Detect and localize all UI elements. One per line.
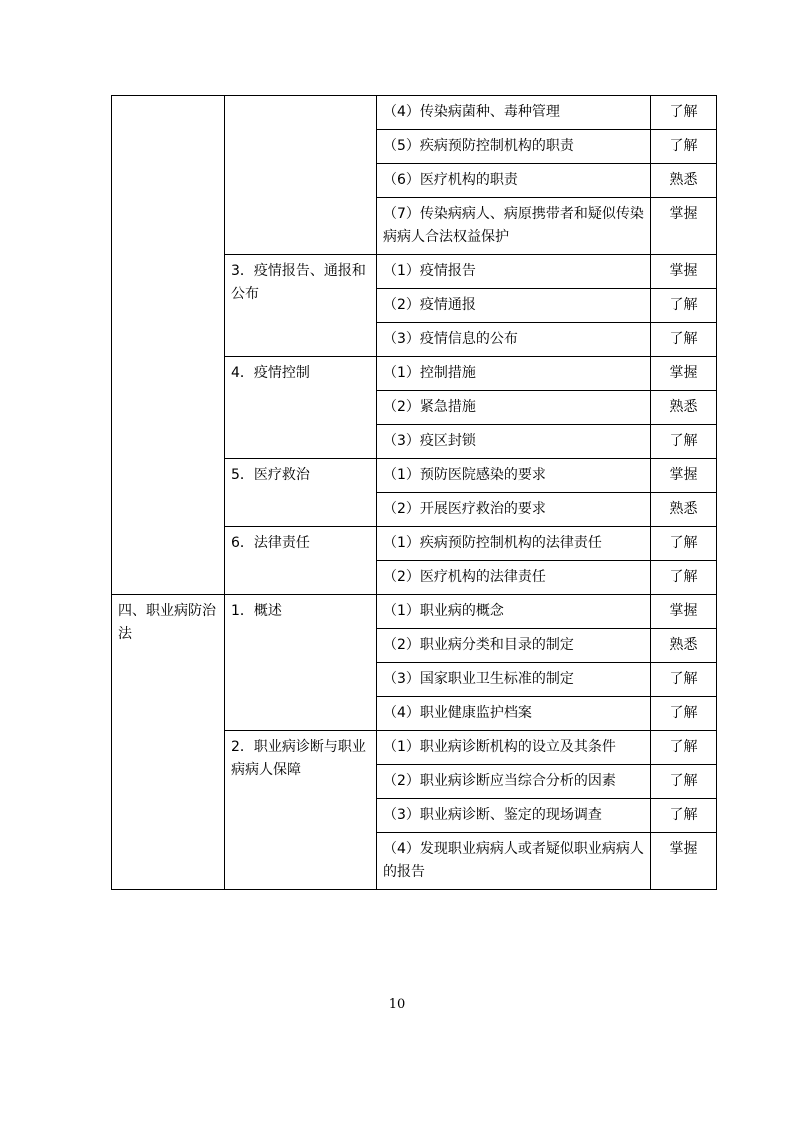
item-cell: （5）疾病预防控制机构的职责	[377, 130, 651, 164]
item-cell: （1）职业病的概念	[377, 595, 651, 629]
item-cell: （3）职业病诊断、鉴定的现场调查	[377, 799, 651, 833]
level-cell: 熟悉	[651, 391, 717, 425]
item-cell: （2）职业病诊断应当综合分析的因素	[377, 765, 651, 799]
item-cell: （3）疫情信息的公布	[377, 323, 651, 357]
level-cell: 了解	[651, 425, 717, 459]
item-cell: （2）开展医疗救治的要求	[377, 493, 651, 527]
item-cell: （4）发现职业病病人或者疑似职业病病人的报告	[377, 833, 651, 890]
item-cell: （1）控制措施	[377, 357, 651, 391]
element-cell: 3．疫情报告、通报和公布	[225, 255, 377, 357]
item-cell: （2）医疗机构的法律责任	[377, 561, 651, 595]
level-cell: 掌握	[651, 595, 717, 629]
level-cell: 了解	[651, 765, 717, 799]
item-cell: （2）疫情通报	[377, 289, 651, 323]
level-cell: 了解	[651, 527, 717, 561]
level-cell: 了解	[651, 731, 717, 765]
item-cell: （7）传染病病人、病原携带者和疑似传染病病人合法权益保护	[377, 198, 651, 255]
page-number: 10	[388, 997, 406, 1012]
item-cell: （1）预防医院感染的要求	[377, 459, 651, 493]
item-cell: （1）疫情报告	[377, 255, 651, 289]
level-cell: 掌握	[651, 357, 717, 391]
item-cell: （4）传染病菌种、毒种管理	[377, 96, 651, 130]
table-row	[112, 96, 717, 130]
level-cell: 了解	[651, 799, 717, 833]
level-cell: 掌握	[651, 255, 717, 289]
level-cell: 熟悉	[651, 164, 717, 198]
unit-cell: 四、职业病防治法	[112, 595, 225, 890]
level-cell: 了解	[651, 561, 717, 595]
level-cell: 掌握	[651, 459, 717, 493]
element-cell: 6．法律责任	[225, 527, 377, 595]
level-cell: 了解	[651, 130, 717, 164]
level-cell: 掌握	[651, 198, 717, 255]
element-cell	[225, 96, 377, 255]
item-cell: （3）疫区封锁	[377, 425, 651, 459]
item-cell: （2）职业病分类和目录的制定	[377, 629, 651, 663]
level-cell: 了解	[651, 697, 717, 731]
level-cell: 了解	[651, 323, 717, 357]
item-cell: （1）职业病诊断机构的设立及其条件	[377, 731, 651, 765]
level-cell: 了解	[651, 289, 717, 323]
item-cell: （1）疾病预防控制机构的法律责任	[377, 527, 651, 561]
level-cell: 了解	[651, 663, 717, 697]
element-cell: 1．概述	[225, 595, 377, 731]
level-cell: 熟悉	[651, 629, 717, 663]
level-cell: 熟悉	[651, 493, 717, 527]
level-cell: 了解	[651, 96, 717, 130]
item-cell: （3）国家职业卫生标准的制定	[377, 663, 651, 697]
element-cell: 4．疫情控制	[225, 357, 377, 459]
unit-cell	[112, 96, 225, 595]
element-cell: 5．医疗救治	[225, 459, 377, 527]
item-cell: （6）医疗机构的职责	[377, 164, 651, 198]
level-cell: 掌握	[651, 833, 717, 890]
syllabus-table	[111, 95, 717, 890]
element-cell: 2．职业病诊断与职业病病人保障	[225, 731, 377, 890]
item-cell: （2）紧急措施	[377, 391, 651, 425]
item-cell: （4）职业健康监护档案	[377, 697, 651, 731]
table-row	[112, 595, 717, 629]
